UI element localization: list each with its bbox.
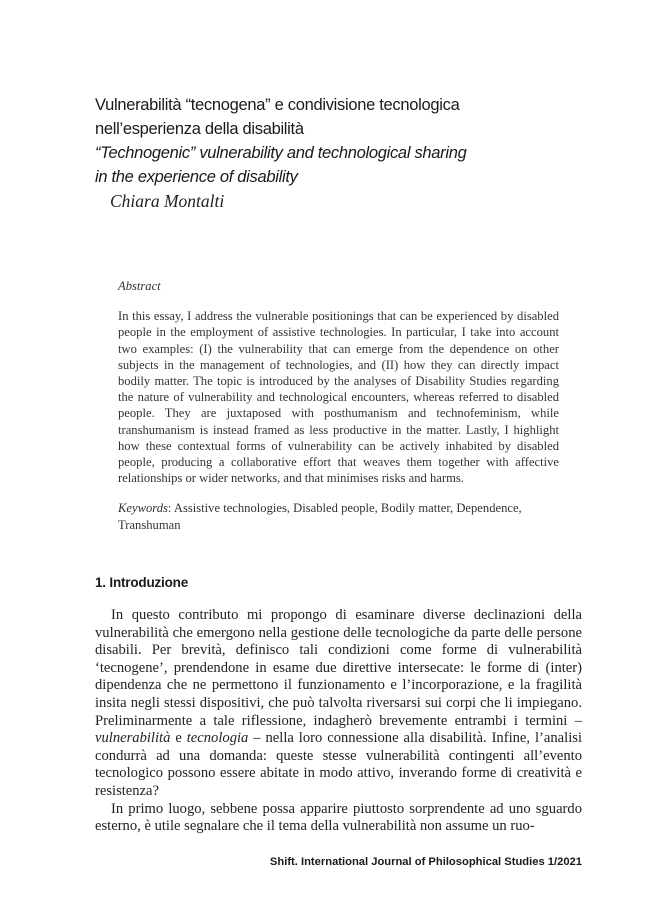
title-english-line-1: “Technogenic” vulnerability and technological sharing (95, 144, 467, 162)
journal-footer: Shift. International Journal of Philosophical Studies 1/2021 (269, 856, 582, 868)
abstract-heading: Abstract (118, 279, 161, 293)
article-title-block (95, 93, 565, 213)
paragraph-1-part-a: In questo contributo mi propongo di esaminare diverse declinazioni della vulnerabilità che emergono nella gestione delle tecnologiche da parte delle persone disabili. Per brevità, definisco tali condizioni come forme di vulnerabilità ‘tecnogene’, prendendone in esame due direttive intersecate: le forme di (inter) dipendenza che ne permettono il funzionamento e l’incorporazione, e la fragilità insita negli stessi dispositivi, che può talvolta riversarsi sui corpi che li impiegano. Preliminarmente a tale riflessione, indagherò brevemente entrambi i termini – (95, 607, 582, 729)
body-text (95, 607, 582, 836)
conjunction: e (170, 730, 187, 747)
paragraph-2: In primo luogo, sebbene possa apparire piuttosto sorprendente ad uno sguardo esterno, è utile segnalare che il tema della vulnerabilità non assume un ruo- (95, 800, 582, 835)
term-vulnerabilita: vulnerabilità (95, 730, 171, 747)
title-english-line-2: in the experience of disability (95, 168, 298, 186)
keywords-label: Keywords (118, 501, 168, 516)
section-heading: 1. Introduzione (95, 575, 188, 590)
keywords-list: : Assistive technologies, Disabled people, Bodily matter, Dependence, Transhuman (118, 501, 522, 532)
term-tecnologia: tecnologia (186, 730, 249, 747)
title-italian-line-2: nell’esperienza della disabilità (95, 120, 304, 138)
paragraph-1-part-b: – nella loro connessione alla disabilità. Infine, l’analisi condurrà ad una domanda: queste stesse vulnerabilità contingenti all’evento tecnologico possono essere abitate in modo attivo, inverando forme di creatività e resistenza? (95, 730, 582, 799)
abstract-body: In this essay, I address the vulnerable positionings that can be experienced by disabled people in the employment of assistive technologies. In particular, I take into account two examples: (I) the vulnerability that can emerge from the dependence on other subjects in the management of technologies, and (II) how they can directly impact bodily matter. The topic is introduced by the analyses of Disability Studies regarding the nature of vulnerability and technological encounters, whereas referred to disabled people. They are juxtaposed with posthumanism and technofeminism, while transhumanism is instead framed as less productive in the matter. Lastly, I highlight how these contextual forms of vulnerability can be actively inhabited by disabled people, producing a collaborative effort that weaves them together with affective relationships or wider networks, and that minimises risks and harms. (118, 309, 559, 486)
keywords (118, 500, 559, 532)
title-italian-line-1: Vulnerabilità “tecnogena” e condivisione tecnologica (95, 96, 460, 114)
author-name: Chiara Montalti (110, 191, 225, 211)
abstract-section (118, 278, 559, 533)
paragraph-1 (95, 607, 582, 801)
